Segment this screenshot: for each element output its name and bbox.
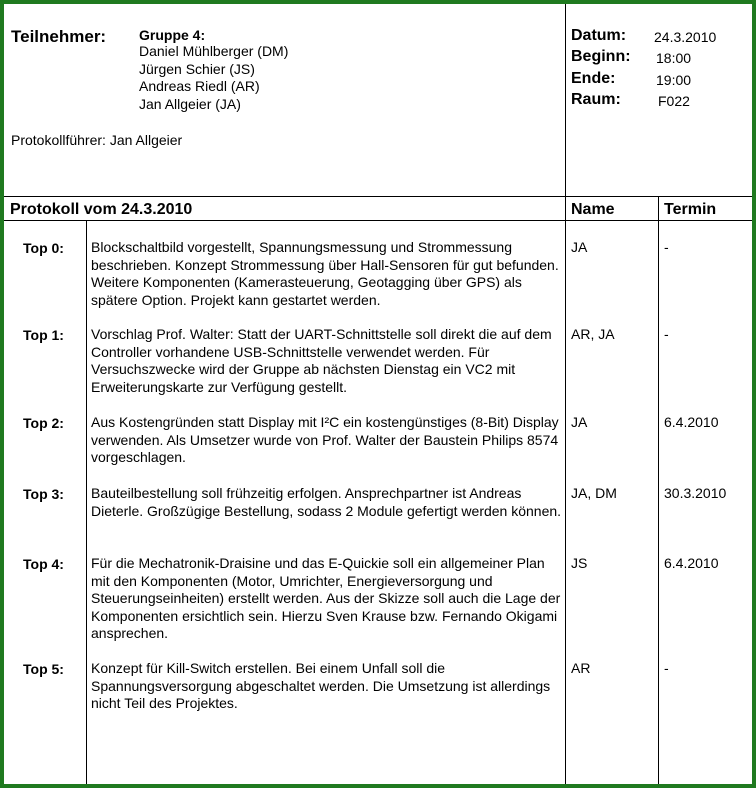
recorder: Protokollführer: Jan Allgeier bbox=[11, 132, 183, 148]
top-label-2: Top 2: bbox=[23, 415, 64, 431]
row-text-1: Vorschlag Prof. Walter: Statt der UART-Schnittstelle soll direkt die auf dem Controller vorhandene USB-Schnittstelle verwendet werden. Für Versuchszwecke wird der Gruppe ab nächsten Dienstag ein VC2 mit Erweiterungskarte zur Verfügung gestellt. bbox=[91, 326, 552, 395]
meta-label-start: Beginn: bbox=[571, 48, 631, 65]
member-2: Jürgen Schier (JS) bbox=[139, 61, 255, 77]
column-header-termin: Termin bbox=[664, 201, 717, 218]
column-header-name: Name bbox=[571, 201, 615, 218]
row-termin-1: - bbox=[664, 326, 669, 342]
meta-value-end: 19:00 bbox=[656, 72, 692, 88]
meta-value-start: 18:00 bbox=[656, 50, 692, 66]
row-name-3: JA, DM bbox=[571, 485, 617, 501]
member-4: Jan Allgeier (JA) bbox=[139, 96, 241, 112]
meta-label-room: Raum: bbox=[571, 91, 621, 108]
meta-label-end: Ende: bbox=[571, 70, 616, 87]
divider-top-column bbox=[86, 221, 87, 784]
meta-value-date: 24.3.2010 bbox=[654, 29, 717, 45]
row-termin-4: 6.4.2010 bbox=[664, 555, 719, 571]
divider-termin-column bbox=[658, 196, 659, 784]
row-name-4: JS bbox=[571, 555, 588, 571]
meta-label-date: Datum: bbox=[571, 27, 627, 44]
row-name-0: JA bbox=[571, 239, 588, 255]
member-3: Andreas Riedl (AR) bbox=[139, 78, 260, 94]
top-label-5: Top 5: bbox=[23, 661, 64, 677]
protocol-title: Protokoll vom 24.3.2010 bbox=[10, 201, 193, 218]
top-label-1: Top 1: bbox=[23, 327, 64, 343]
group-title: Gruppe 4: bbox=[139, 27, 206, 43]
row-text-0: Blockschaltbild vorgestellt, Spannungsmessung und Strommessung beschrieben. Konzept Strommessung über Hall-Sensoren für gut befunden. Weitere Komponenten (Kamerasteuerung, Geotagging über GPS) als spätere Option. Projekt kann gestartet werden. bbox=[91, 239, 559, 308]
member-1: Daniel Mühlberger (DM) bbox=[139, 43, 289, 59]
row-name-5: AR bbox=[571, 660, 591, 676]
row-name-2: JA bbox=[571, 414, 588, 430]
top-label-3: Top 3: bbox=[23, 486, 64, 502]
row-text-2: Aus Kostengründen statt Display mit I²C ein kostengünstiges (8-Bit) Display verwenden. Als Umsetzer wurde von Prof. Walter der Baustein Philips 8574 vorgeschlagen. bbox=[91, 414, 559, 465]
divider-table-header bbox=[4, 220, 752, 221]
top-label-4: Top 4: bbox=[23, 556, 64, 572]
divider-header-bottom bbox=[4, 196, 752, 197]
meta-value-room: F022 bbox=[658, 93, 690, 109]
participants-label: Teilnehmer: bbox=[11, 27, 107, 46]
divider-header-vertical bbox=[565, 4, 566, 196]
row-termin-3: 30.3.2010 bbox=[664, 485, 727, 501]
row-text-5: Konzept für Kill-Switch erstellen. Bei einem Unfall soll die Spannungsversorgung abgeschaltet werden. Die Umsetzung ist allerdings nicht Teil des Projektes. bbox=[91, 660, 551, 711]
row-termin-0: - bbox=[664, 239, 669, 255]
row-termin-5: - bbox=[664, 660, 669, 676]
row-text-4: Für die Mechatronik-Draisine und das E-Quickie soll ein allgemeiner Plan mit den Komponenten (Motor, Umrichter, Energieversorgung und Steuerungseinheiten) erstellt werden. Aus der Skizze soll auch die Lage der Komponenten ersichtlich sein. Hierzu Sven Krause bzw. Fernando Okigami ansprechen. bbox=[91, 555, 561, 641]
row-name-1: AR, JA bbox=[571, 326, 615, 342]
row-termin-2: 6.4.2010 bbox=[664, 414, 719, 430]
top-label-0: Top 0: bbox=[23, 240, 64, 256]
divider-name-column bbox=[565, 196, 566, 784]
row-text-3: Bauteilbestellung soll frühzeitig erfolgen. Ansprechpartner ist Andreas Dieterle. Großzügige Bestellung, sodass 2 Module gefertigt werden können. bbox=[91, 485, 562, 519]
